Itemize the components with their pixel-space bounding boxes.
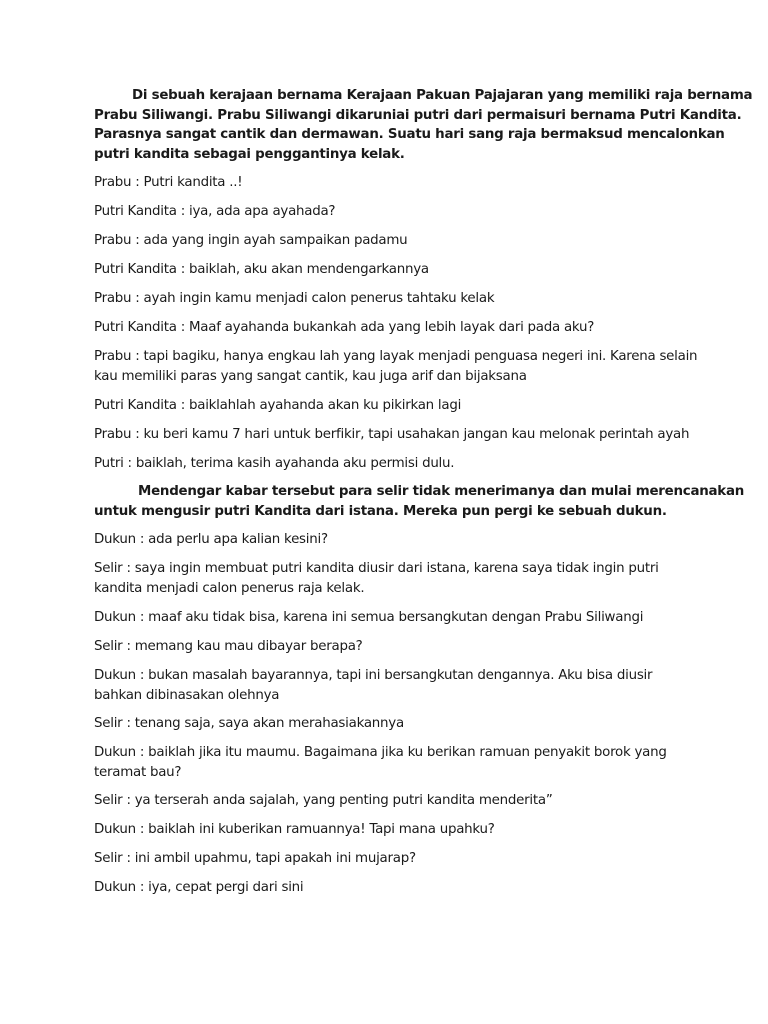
document-line: Dukun : baiklah ini kuberikan ramuannya! Tapi mana upahku? xyxy=(94,822,495,837)
document-line: bahkan dibinasakan olehnya xyxy=(94,688,280,703)
document-line: Putri Kandita : baiklah, aku akan mendengarkannya xyxy=(94,262,429,277)
document-line: Mendengar kabar tersebut para selir tidak menerimanya dan mulai merencanakan xyxy=(138,484,745,499)
document-line: Selir : tenang saja, saya akan merahasiakannya xyxy=(94,716,404,731)
document-line: teramat bau? xyxy=(94,765,182,780)
document-line: Dukun : bukan masalah bayarannya, tapi ini bersangkutan dengannya. Aku bisa diusir xyxy=(94,668,653,683)
document-line: Selir : ya terserah anda sajalah, yang penting putri kandita menderita” xyxy=(94,793,553,808)
document-line: Selir : saya ingin membuat putri kandita diusir dari istana, karena saya tidak ingin putri xyxy=(94,561,659,576)
document-line: Selir : memang kau mau dibayar berapa? xyxy=(94,639,363,654)
document-line: Selir : ini ambil upahmu, tapi apakah ini mujarap? xyxy=(94,851,416,866)
document-line: Prabu : tapi bagiku, hanya engkau lah yang layak menjadi penguasa negeri ini. Karena selain xyxy=(94,349,698,364)
document-line: Di sebuah kerajaan bernama Kerajaan Pakuan Pajajaran yang memiliki raja bernama xyxy=(132,88,753,103)
document-line: Prabu : ayah ingin kamu menjadi calon penerus tahtaku kelak xyxy=(94,291,495,306)
document-line: Prabu Siliwangi. Prabu Siliwangi dikaruniai putri dari permaisuri bernama Putri Kandita. xyxy=(94,108,742,123)
document-line: untuk mengusir putri Kandita dari istana. Mereka pun pergi ke sebuah dukun. xyxy=(94,504,667,519)
document-line: Prabu : Putri kandita ..! xyxy=(94,175,243,190)
document-line: putri kandita sebagai penggantinya kelak. xyxy=(94,147,405,162)
document-line: Prabu : ada yang ingin ayah sampaikan padamu xyxy=(94,233,408,248)
document-line: Dukun : maaf aku tidak bisa, karena ini semua bersangkutan dengan Prabu Siliwangi xyxy=(94,610,644,625)
document-line: kandita menjadi calon penerus raja kelak. xyxy=(94,581,365,596)
document-line: Parasnya sangat cantik dan dermawan. Suatu hari sang raja bermaksud mencalonkan xyxy=(94,127,725,142)
document-line: Prabu : ku beri kamu 7 hari untuk berfikir, tapi usahakan jangan kau melonak perintah ayah xyxy=(94,427,690,442)
document-line: Putri Kandita : iya, ada apa ayahada? xyxy=(94,204,336,219)
document-line: Putri Kandita : baiklahlah ayahanda akan ku pikirkan lagi xyxy=(94,398,462,413)
document-line: Putri : baiklah, terima kasih ayahanda aku permisi dulu. xyxy=(94,456,455,471)
document-line: Putri Kandita : Maaf ayahanda bukankah ada yang lebih layak dari pada aku? xyxy=(94,320,595,335)
document-line: Dukun : baiklah jika itu maumu. Bagaimana jika ku berikan ramuan penyakit borok yang xyxy=(94,745,667,760)
document-line: Dukun : ada perlu apa kalian kesini? xyxy=(94,532,328,547)
document-line: kau memiliki paras yang sangat cantik, kau juga arif dan bijaksana xyxy=(94,369,527,384)
document-line: Dukun : iya, cepat pergi dari sini xyxy=(94,880,304,895)
